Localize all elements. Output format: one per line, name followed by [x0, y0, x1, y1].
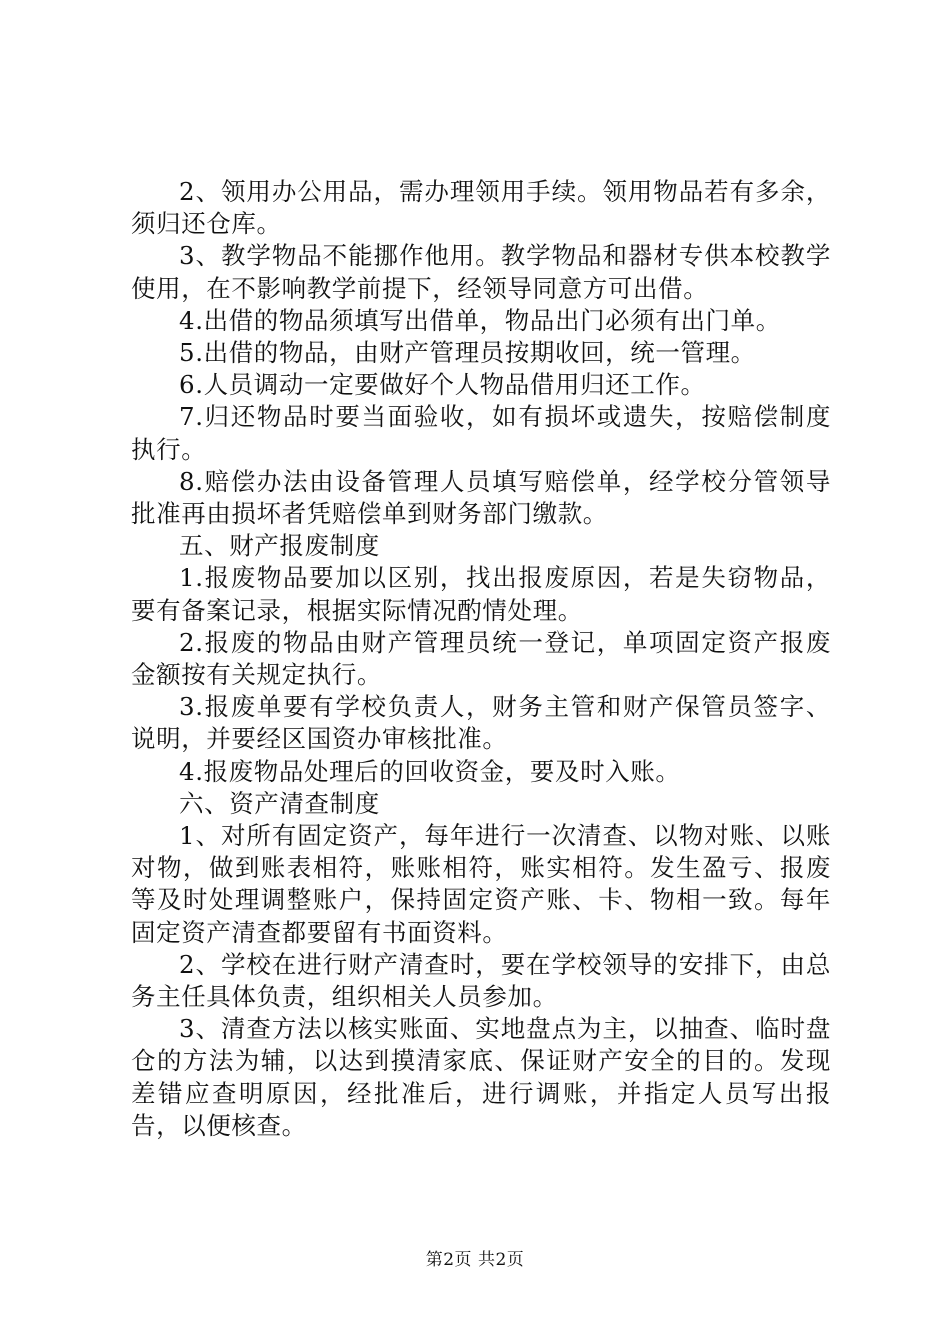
paragraph-jiaoxue-wupin: 3、教学物品不能挪作他用。教学物品和器材专供本校教学使用，在不影响教学前提下，经领导同意方可出借。 [131, 241, 831, 303]
paragraph-guihuan-yanshou: 7.归还物品时要当面验收，如有损坏或遗失，按赔偿制度执行。 [131, 402, 831, 464]
paragraph-renyuan-diaodong: 6.人员调动一定要做好个人物品借用归还工作。 [179, 370, 706, 400]
section-heading-baofei: 五、财产报废制度 [179, 531, 380, 561]
paragraph-qingcha-3: 3、清查方法以核实账面、实地盘点为主，以抽查、临时盘仓的方法为辅，以达到摸清家底、保证财产安全的目的。发现差错应查明原因，经批准后，进行调账，并指定人员写出报告，以便核查。 [131, 1014, 831, 1140]
paragraph-chujie-dan: 4.出借的物品须填写出借单，物品出门必须有出门单。 [179, 305, 781, 335]
paragraph-qingcha-1: 1、对所有固定资产，每年进行一次清查、以物对账、以账对物，做到账表相符，账账相符，账实相符。发生盈亏、报废等及时处理调整账户，保持固定资产账、卡、物相一致。每年固定资产清查都要留有书面资料。 [131, 821, 831, 947]
paragraph-peichang-banfa: 8.赔偿办法由设备管理人员填写赔偿单，经学校分管领导批准再由损坏者凭赔偿单到财务部门缴款。 [131, 466, 831, 529]
paragraph-baofei-2: 2.报废的物品由财产管理员统一登记，单项固定资产报废金额按有关规定执行。 [131, 627, 831, 690]
paragraph-baofei-3: 3.报废单要有学校负责人，财务主管和财产保管员签字、说明，并要经区国资办审核批准。 [131, 692, 831, 754]
paragraph-baofei-1: 1.报废物品要加以区别，找出报废原因，若是失窃物品，要有备案记录，根据实际情况酌情处理。 [131, 563, 831, 625]
document-body [131, 176, 831, 1142]
paragraph-qingcha-2: 2、学校在进行财产清查时，要在学校领导的安排下，由总务主任具体负责，组织相关人员参加。 [131, 949, 831, 1012]
section-heading-qingcha: 六、资产清查制度 [179, 788, 380, 818]
paragraph-chujie-shouhui: 5.出借的物品，由财产管理员按期收回，统一管理。 [179, 338, 756, 368]
page-footer: 第2页 共2页 [425, 1250, 525, 1270]
paragraph-baofei-4: 4.报废物品处理后的回收资金，要及时入账。 [179, 756, 681, 786]
paragraph-lingyong: 2、领用办公用品，需办理领用手续。领用物品若有多余，须归还仓库。 [131, 177, 831, 239]
